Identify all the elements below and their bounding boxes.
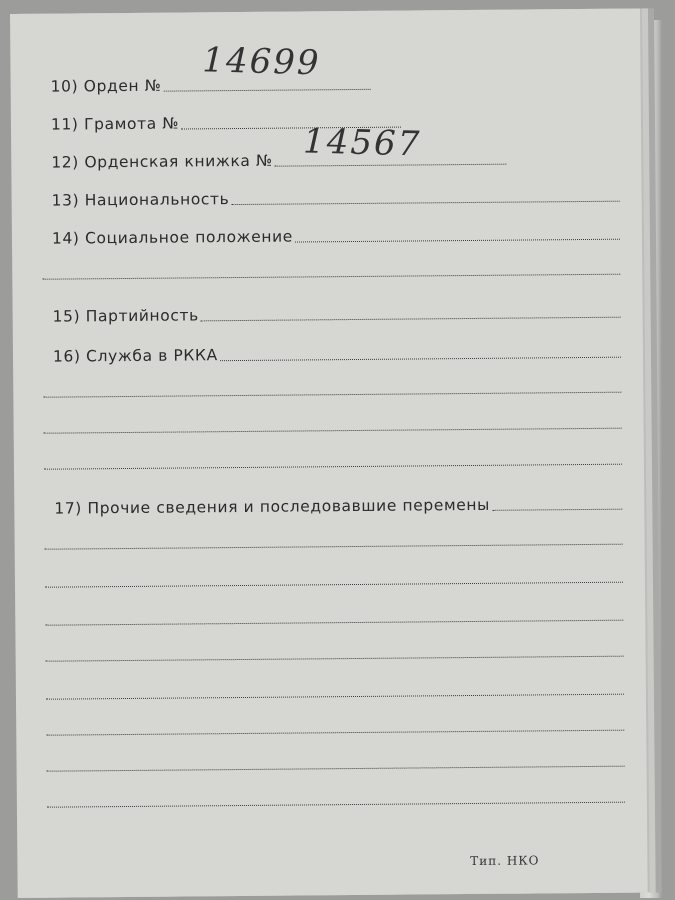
- field-order-book: [51, 146, 506, 174]
- field-nationality: [52, 183, 620, 212]
- field-rkka-service: [53, 339, 621, 368]
- field-party: [53, 299, 621, 328]
- field-order-book-label: Орденская книжка №: [84, 151, 273, 172]
- field-other-info-label: Прочие сведения и последовавшие перемены: [87, 495, 490, 518]
- field-nationality-line: [231, 200, 619, 205]
- blank-line: [46, 655, 624, 662]
- order-number-handwritten: 14699: [201, 40, 322, 84]
- blank-line: [45, 543, 623, 550]
- field-order-number: 10): [50, 77, 79, 96]
- field-certificate-number: 11): [50, 115, 79, 134]
- field-order-book-number: 12): [51, 153, 79, 172]
- field-social-status-line: [295, 238, 620, 243]
- field-order-line: [163, 88, 370, 92]
- field-other-info: [54, 491, 622, 520]
- field-order-label: Орден №: [83, 76, 162, 96]
- blank-line: [47, 765, 625, 772]
- field-rkka-service-label: Служба в РККА: [86, 346, 218, 366]
- field-social-status-label: Социальное положение: [84, 227, 293, 248]
- blank-line: [44, 427, 622, 434]
- field-other-info-line: [492, 508, 622, 511]
- blank-line: [45, 619, 623, 626]
- field-party-line: [201, 316, 621, 322]
- form-card: [10, 9, 648, 898]
- field-certificate-label: Грамота №: [83, 114, 180, 134]
- field-rkka-service-number: 16): [52, 347, 81, 366]
- blank-line: [47, 801, 625, 808]
- field-party-label: Партийность: [85, 306, 199, 326]
- field-social-status-number: 14): [51, 229, 80, 248]
- field-other-info-number: 17): [54, 499, 82, 518]
- blank-line: [46, 693, 624, 700]
- field-social-status: [52, 221, 620, 250]
- field-rkka-service-line: [220, 356, 621, 362]
- blank-line: [46, 729, 624, 736]
- field-nationality-number: 13): [51, 191, 80, 210]
- blank-line: [44, 463, 622, 470]
- field-party-number: 15): [52, 307, 81, 326]
- printer-imprint: Тип. НКО: [470, 853, 540, 869]
- field-nationality-label: Национальность: [84, 190, 230, 210]
- blank-line: [43, 391, 621, 398]
- blank-line: [45, 581, 623, 588]
- blank-line: [42, 273, 620, 280]
- order-book-number-handwritten: 14567: [302, 121, 422, 165]
